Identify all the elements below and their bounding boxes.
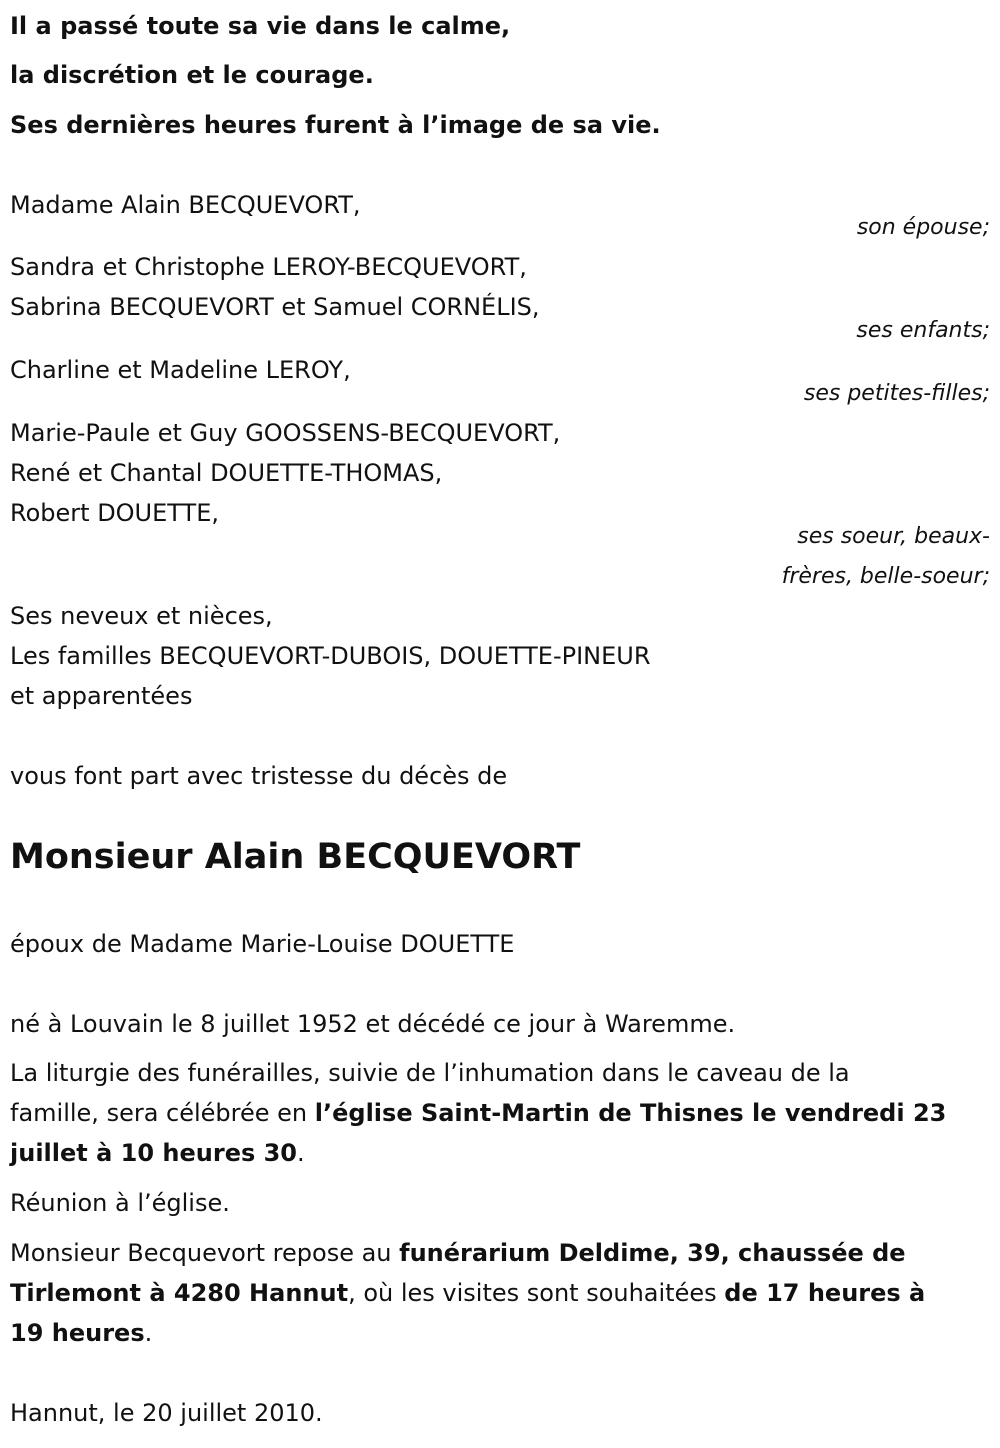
intro-line-2: la discrétion et le courage.: [10, 61, 374, 89]
child-line-1: Sandra et Christophe LEROY-BECQUEVORT,: [10, 253, 527, 281]
liturgy-line-1: La liturgie des funérailles, suivie de l’inhumation dans le caveau de la: [10, 1059, 850, 1087]
intro-line-3: Ses dernières heures furent à l’image de sa vie.: [10, 111, 661, 139]
spouse-role: son épouse;: [856, 215, 990, 240]
sibling-line-1: Marie-Paule et Guy GOOSSENS-BECQUEVORT,: [10, 419, 561, 447]
siblings-role-line-2: frères, belle-soeur;: [781, 564, 990, 589]
others-line-3: et apparentées: [10, 682, 193, 710]
rest-line-3: [10, 1316, 152, 1350]
siblings-role-line-1: ses soeur, beaux-: [797, 524, 990, 549]
liturgy-line-3: [10, 1136, 305, 1170]
others-line-2: Les familles BECQUEVORT-DUBOIS, DOUETTE-PINEUR: [10, 642, 651, 670]
grandchildren-role: ses petites-filles;: [803, 381, 990, 406]
liturgy-church: l’église Saint-Martin de Thisnes le vendredi 23: [314, 1099, 947, 1127]
sibling-line-2: René et Chantal DOUETTE-THOMAS,: [10, 459, 443, 487]
obituary-page: [10, 0, 990, 1448]
announcement: vous font part avec tristesse du décès de: [10, 762, 508, 790]
birth-death: né à Louvain le 8 juillet 1952 et décédé ce jour à Waremme.: [10, 1010, 736, 1038]
rest-line-2: [10, 1276, 925, 1310]
funerarium-address-1: funérarium Deldime, 39, chaussée de: [399, 1239, 906, 1267]
liturgy-line-3-end: .: [297, 1139, 305, 1167]
liturgy-time: juillet à 10 heures 30: [10, 1139, 298, 1167]
rest-line-2-text: , où les visites sont souhaitées: [348, 1279, 725, 1307]
spouse-of: époux de Madame Marie-Louise DOUETTE: [10, 930, 515, 958]
sibling-line-3: Robert DOUETTE,: [10, 499, 219, 527]
liturgy-line-2: [10, 1096, 946, 1130]
visit-hours-2: 19 heures: [10, 1319, 145, 1347]
grandchildren-names: Charline et Madeline LEROY,: [10, 356, 351, 384]
funerarium-address-2: Tirlemont à 4280 Hannut: [10, 1279, 349, 1307]
spouse-name: Madame Alain BECQUEVORT,: [10, 191, 361, 219]
reunion: Réunion à l’église.: [10, 1189, 230, 1217]
others-line-1: Ses neveux et nièces,: [10, 602, 273, 630]
child-line-2: Sabrina BECQUEVORT et Samuel CORNÉLIS,: [10, 293, 540, 321]
visit-hours-1: de 17 heures à: [724, 1279, 926, 1307]
place-date: Hannut, le 20 juillet 2010.: [10, 1399, 323, 1427]
liturgy-line-2-text: famille, sera célébrée en: [10, 1099, 315, 1127]
children-role: ses enfants;: [856, 318, 990, 343]
intro-line-1: Il a passé toute sa vie dans le calme,: [10, 12, 511, 40]
deceased-name: Monsieur Alain BECQUEVORT: [10, 837, 581, 877]
rest-line-3-end: .: [144, 1319, 153, 1347]
rest-line-1: [10, 1236, 906, 1270]
rest-line-1-text: Monsieur Becquevort repose au: [10, 1239, 400, 1267]
